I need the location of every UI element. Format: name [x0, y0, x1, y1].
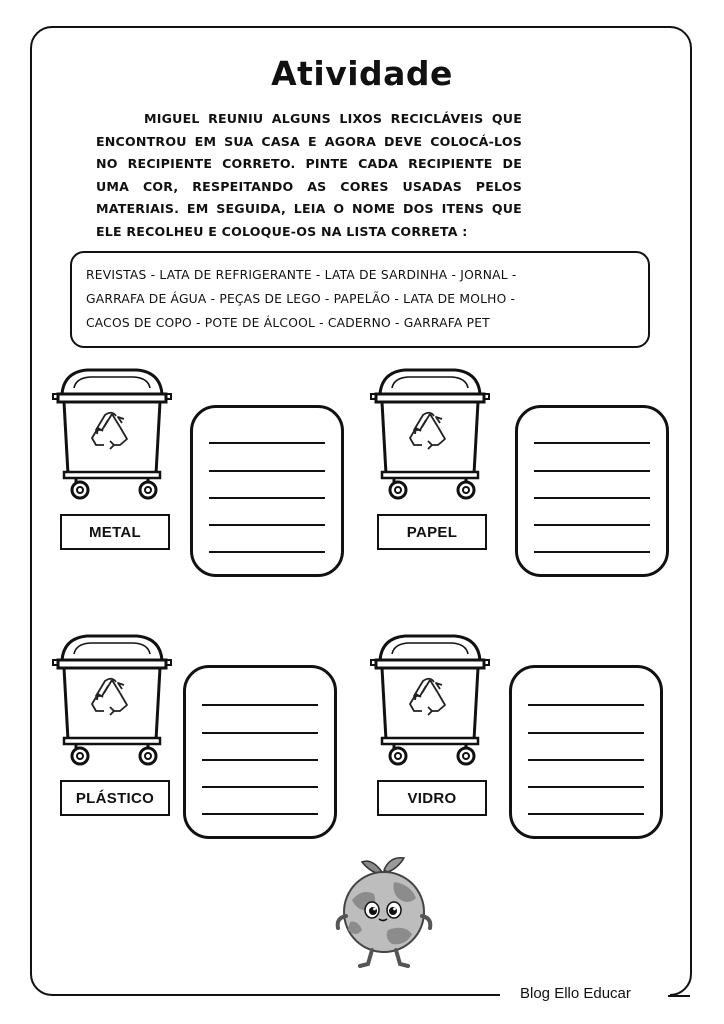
footer-line: [668, 995, 690, 997]
word-bank-line: REVISTAS - LATA DE REFRIGERANTE - LATA DE SARDINHA - JORNAL -: [86, 268, 517, 282]
bin-label-metal: METAL: [60, 514, 170, 550]
recycle-bin-icon[interactable]: [52, 630, 172, 770]
earth-mascot-icon: [332, 852, 436, 974]
answer-list-vidro[interactable]: [509, 665, 663, 839]
page-title: Atividade: [271, 54, 453, 93]
answer-list-papel[interactable]: [515, 405, 669, 577]
answer-list-plastico[interactable]: [183, 665, 337, 839]
bin-label-papel: PAPEL: [377, 514, 487, 550]
word-bank-line: CACOS DE COPO - POTE DE ÁLCOOL - CADERNO - GARRAFA PET: [86, 316, 490, 330]
footer-credit: Blog Ello Educar: [520, 985, 631, 1002]
instructions-text: MIGUEL REUNIU ALGUNS LIXOS RECICLÁVEIS QUE ENCONTROU EM SUA CASA E AGORA DEVE COLOCÁ-LOS NO RECIPIENTE CORRETO. PINTE CADA RECIPIENTE DE UMA COR, RESPEITANDO AS CORES USADAS PELOS MATERIAIS. EM SEGUIDA, LEIA O NOME DOS ITENS QUE ELE RECOLHEU E COLOQUE-OS NA LISTA CORRETA :: [96, 111, 522, 239]
recycle-bin-icon[interactable]: [370, 364, 490, 504]
word-bank-line: GARRAFA DE ÁGUA - PEÇAS DE LEGO - PAPELÃO - LATA DE MOLHO -: [86, 292, 516, 306]
bin-label-vidro: VIDRO: [377, 780, 487, 816]
recycle-bin-icon[interactable]: [52, 364, 172, 504]
answer-list-metal[interactable]: [190, 405, 344, 577]
word-bank: [70, 251, 650, 348]
bin-label-plastico: PLÁSTICO: [60, 780, 170, 816]
recycle-bin-icon[interactable]: [370, 630, 490, 770]
